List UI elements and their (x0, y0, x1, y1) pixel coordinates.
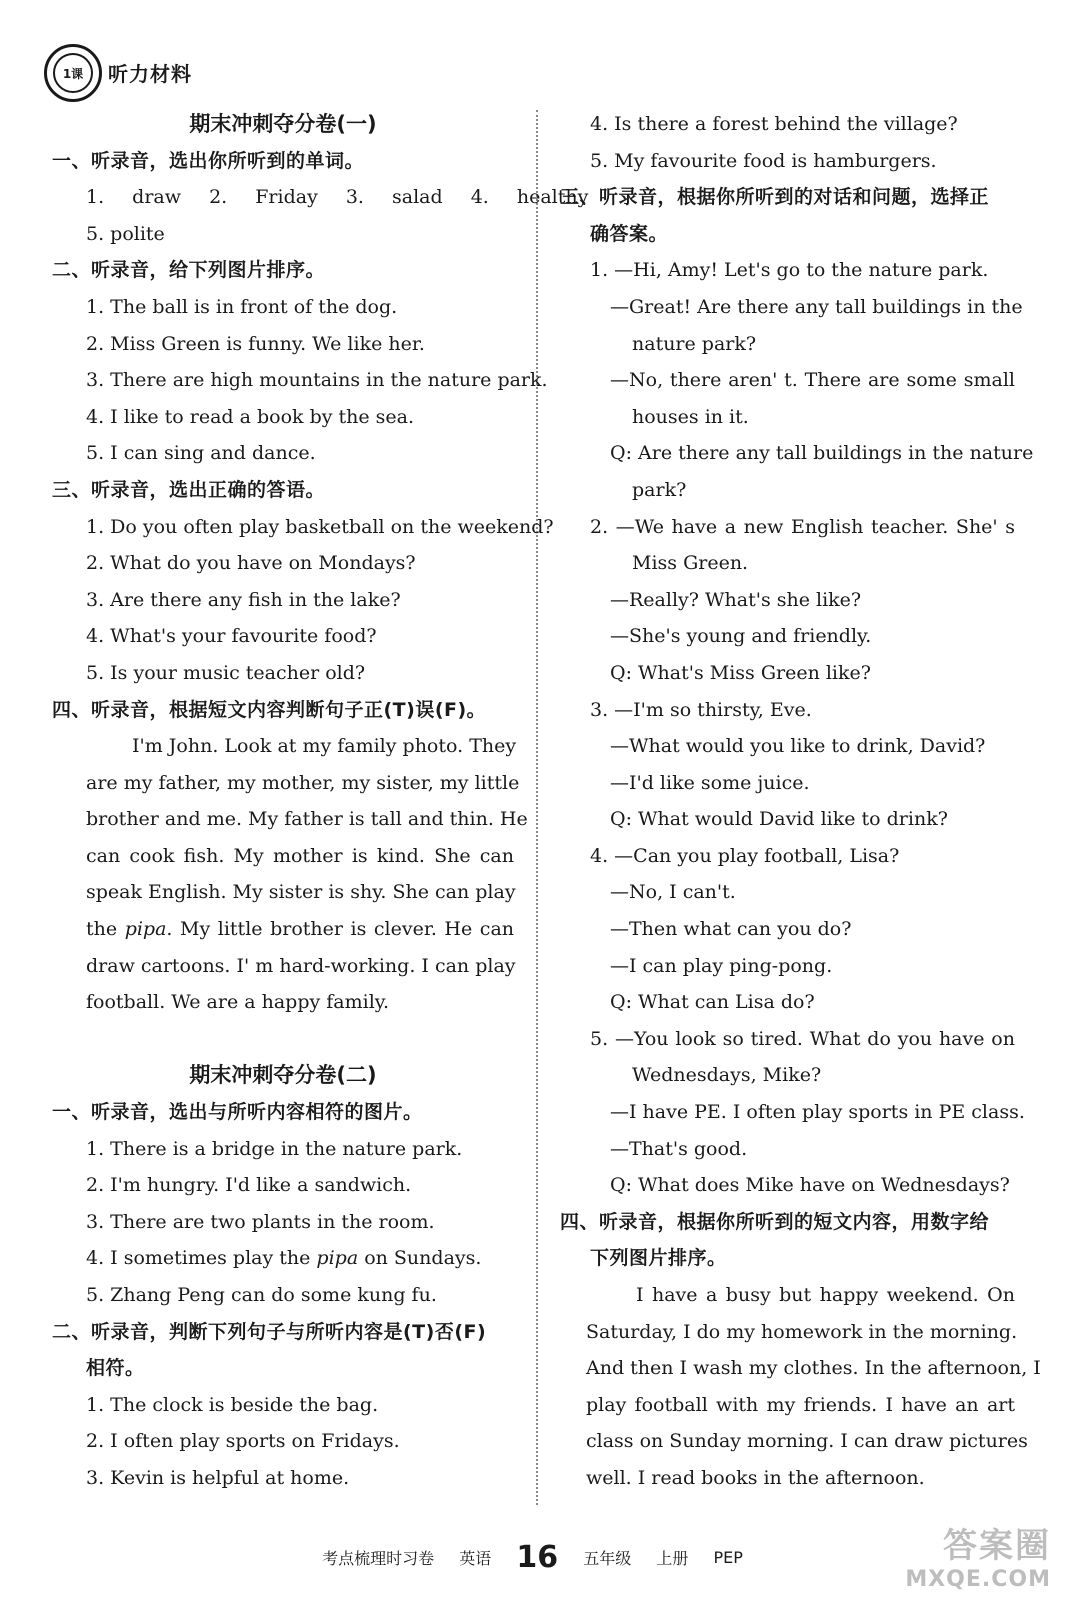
test2-section4-heading: 四、听录音，根据你所听到的短文内容，用数字给 (560, 1210, 990, 1233)
passage-line: I'm John. Look at my family photo. They (132, 735, 517, 758)
dialogue-question: Q: What does Mike have on Wednesdays? (610, 1174, 1010, 1197)
dialogue-line: —Really? What's she like? (610, 588, 862, 611)
question-item: 5. Is your music teacher old? (86, 661, 366, 684)
page-number: 16 (516, 1540, 559, 1575)
test2-section3-heading-cont: 确答案。 (590, 222, 669, 245)
sentence-item: 4. I like to read a book by the sea. (86, 405, 415, 428)
test1-section1-heading: 一、听录音，选出你所听到的单词。 (52, 149, 365, 172)
dialogue-line: —I have PE. I often play sports in PE class. (610, 1101, 1025, 1124)
dialogue-question: Q: What's Miss Green like? (610, 661, 871, 684)
sentence-item: 2. I often play sports on Fridays. (86, 1430, 400, 1453)
sentence-item: 5. My favourite food is hamburgers. (590, 149, 937, 172)
column-divider (536, 110, 538, 1505)
word-item: 5. polite (86, 222, 165, 245)
passage-line (52, 911, 514, 948)
passage-line: I have a busy but happy weekend. On (636, 1284, 1015, 1306)
passage-line: well. I read books in the afternoon. (586, 1466, 925, 1489)
question-item: 1. Do you often play basketball on the weekend? (86, 515, 554, 538)
dialogue-line: —Then what can you do? (610, 918, 852, 941)
left-column (52, 106, 589, 1497)
dialogue-line: —No, there aren' t. There are some small (610, 369, 1015, 392)
sentence-item: 1. The ball is in front of the dog. (86, 295, 398, 318)
dialogue-line: —What would you like to drink, David? (610, 735, 986, 758)
footer-grade: 五年级 (583, 1549, 632, 1568)
dialogue-line: 3. —I'm so thirsty, Eve. (590, 698, 812, 721)
test2-section2-heading: 二、听录音，判断下列句子与所听内容是(T)否(F) (52, 1320, 487, 1343)
sentence-italic-word: pipa (316, 1247, 359, 1270)
word-item: 4. healthy (470, 186, 589, 209)
sentence-item: 1. The clock is beside the bag. (86, 1393, 379, 1416)
test1-section2-heading: 二、听录音，给下列图片排序。 (52, 259, 326, 282)
test2-section3-heading: 三、听录音，根据你所听到的对话和问题，选择正 (560, 186, 990, 209)
dialogue-line: 4. —Can you play football, Lisa? (590, 844, 900, 867)
watermark-logo: 答案圈 (943, 1526, 1051, 1566)
dialogue-line: nature park? (632, 332, 757, 355)
dialogue-line: 2. —We have a new English teacher. She' s (590, 515, 1015, 538)
sentence-item: 2. Miss Green is funny. We like her. (86, 332, 425, 355)
sentence-item: 5. I can sing and dance. (86, 442, 316, 465)
dialogue-line: —She's young and friendly. (610, 625, 872, 648)
footer-book-title: 考点梳理时习卷 (322, 1549, 435, 1568)
passage-text: . My little brother is clever. He can (166, 918, 515, 941)
dialogue-line: —I can play ping-pong. (610, 954, 833, 977)
dialogue-question: Q: Are there any tall buildings in the nature (610, 442, 1034, 465)
word-item: 1. draw (86, 186, 182, 209)
passage-line: football. We are a happy family. (86, 991, 390, 1014)
passage-line: speak English. My sister is shy. She can play (86, 881, 516, 904)
dialogue-line: houses in it. (632, 405, 749, 428)
sentence-text: 4. I sometimes play the (86, 1247, 317, 1270)
right-column (560, 106, 1041, 1497)
passage-text: the (86, 918, 125, 941)
sentence-item: 3. There are high mountains in the nature park. (86, 369, 548, 392)
dialogue-line: —That's good. (610, 1137, 748, 1160)
sentence-item: 2. I'm hungry. I'd like a sandwich. (86, 1174, 412, 1197)
test1-section4-heading: 四、听录音，根据短文内容判断句子正(T)误(F)。 (52, 698, 487, 721)
test2-section1-heading: 一、听录音，选出与所听内容相符的图片。 (52, 1101, 423, 1124)
word-item: 2. Friday (209, 186, 318, 209)
publisher-logo-text: 1课 (53, 53, 93, 93)
dialogue-question: Q: What can Lisa do? (610, 991, 815, 1014)
dialogue-line: —No, I can't. (610, 881, 736, 904)
sentence-item: 4. Is there a forest behind the village? (590, 113, 958, 135)
passage-line: are my father, my mother, my sister, my little (86, 771, 520, 794)
test2-title: 期末冲刺夺分卷(二) (189, 1063, 377, 1088)
dialogue-line: 1. —Hi, Amy! Let's go to the nature park. (590, 259, 989, 282)
sentence-item: 1. There is a bridge in the nature park. (86, 1137, 463, 1160)
footer-volume: 上册 (656, 1549, 689, 1568)
watermark-url: MXQE.COM (905, 1567, 1051, 1592)
dialogue-question: park? (632, 478, 687, 501)
dialogue-line: Wednesdays, Mike? (632, 1064, 822, 1087)
test2-section4-heading-cont: 下列图片排序。 (590, 1247, 727, 1270)
passage-line: brother and me. My father is tall and thin. He (86, 808, 528, 831)
question-item: 3. Are there any fish in the lake? (86, 588, 401, 611)
question-item: 4. What's your favourite food? (86, 625, 377, 648)
question-item: 2. What do you have on Mondays? (86, 552, 416, 575)
test2-section2-heading-cont: 相符。 (86, 1357, 145, 1380)
test1-title: 期末冲刺夺分卷(一) (189, 112, 377, 136)
sentence-item (52, 1240, 514, 1277)
test1-section3-heading: 三、听录音，选出正确的答语。 (52, 478, 326, 501)
footer-edition: PEP (713, 1548, 743, 1567)
dialogue-question: Q: What would David like to drink? (610, 808, 948, 831)
word-item: 3. salad (345, 186, 443, 209)
passage-line: And then I wash my clothes. In the afternoon, I (586, 1357, 1041, 1380)
passage-italic-word: pipa (124, 918, 167, 941)
sentence-item: 3. There are two plants in the room. (86, 1210, 435, 1233)
passage-line: play football with my friends. I have an art (586, 1393, 1015, 1416)
footer-subject: 英语 (459, 1549, 492, 1568)
dialogue-line: Miss Green. (632, 552, 749, 575)
test1-section1-items (52, 179, 589, 216)
watermark (905, 1518, 1051, 1592)
passage-line: can cook fish. My mother is kind. She can (86, 844, 514, 867)
section-header-title: 听力材料 (108, 62, 192, 86)
passage-line: class on Sunday morning. I can draw pictures (586, 1430, 1028, 1453)
sentence-item: 3. Kevin is helpful at home. (86, 1466, 350, 1489)
dialogue-line: 5. —You look so tired. What do you have on (590, 1027, 1015, 1050)
passage-line: draw cartoons. I' m hard-working. I can play (86, 954, 516, 977)
publisher-logo (44, 44, 102, 102)
dialogue-line: —I'd like some juice. (610, 771, 810, 794)
sentence-item: 5. Zhang Peng can do some kung fu. (86, 1284, 437, 1306)
sentence-text: on Sundays. (358, 1247, 482, 1270)
passage-line: Saturday, I do my homework in the morning. (586, 1320, 1018, 1343)
dialogue-line: —Great! Are there any tall buildings in the (610, 295, 1023, 318)
